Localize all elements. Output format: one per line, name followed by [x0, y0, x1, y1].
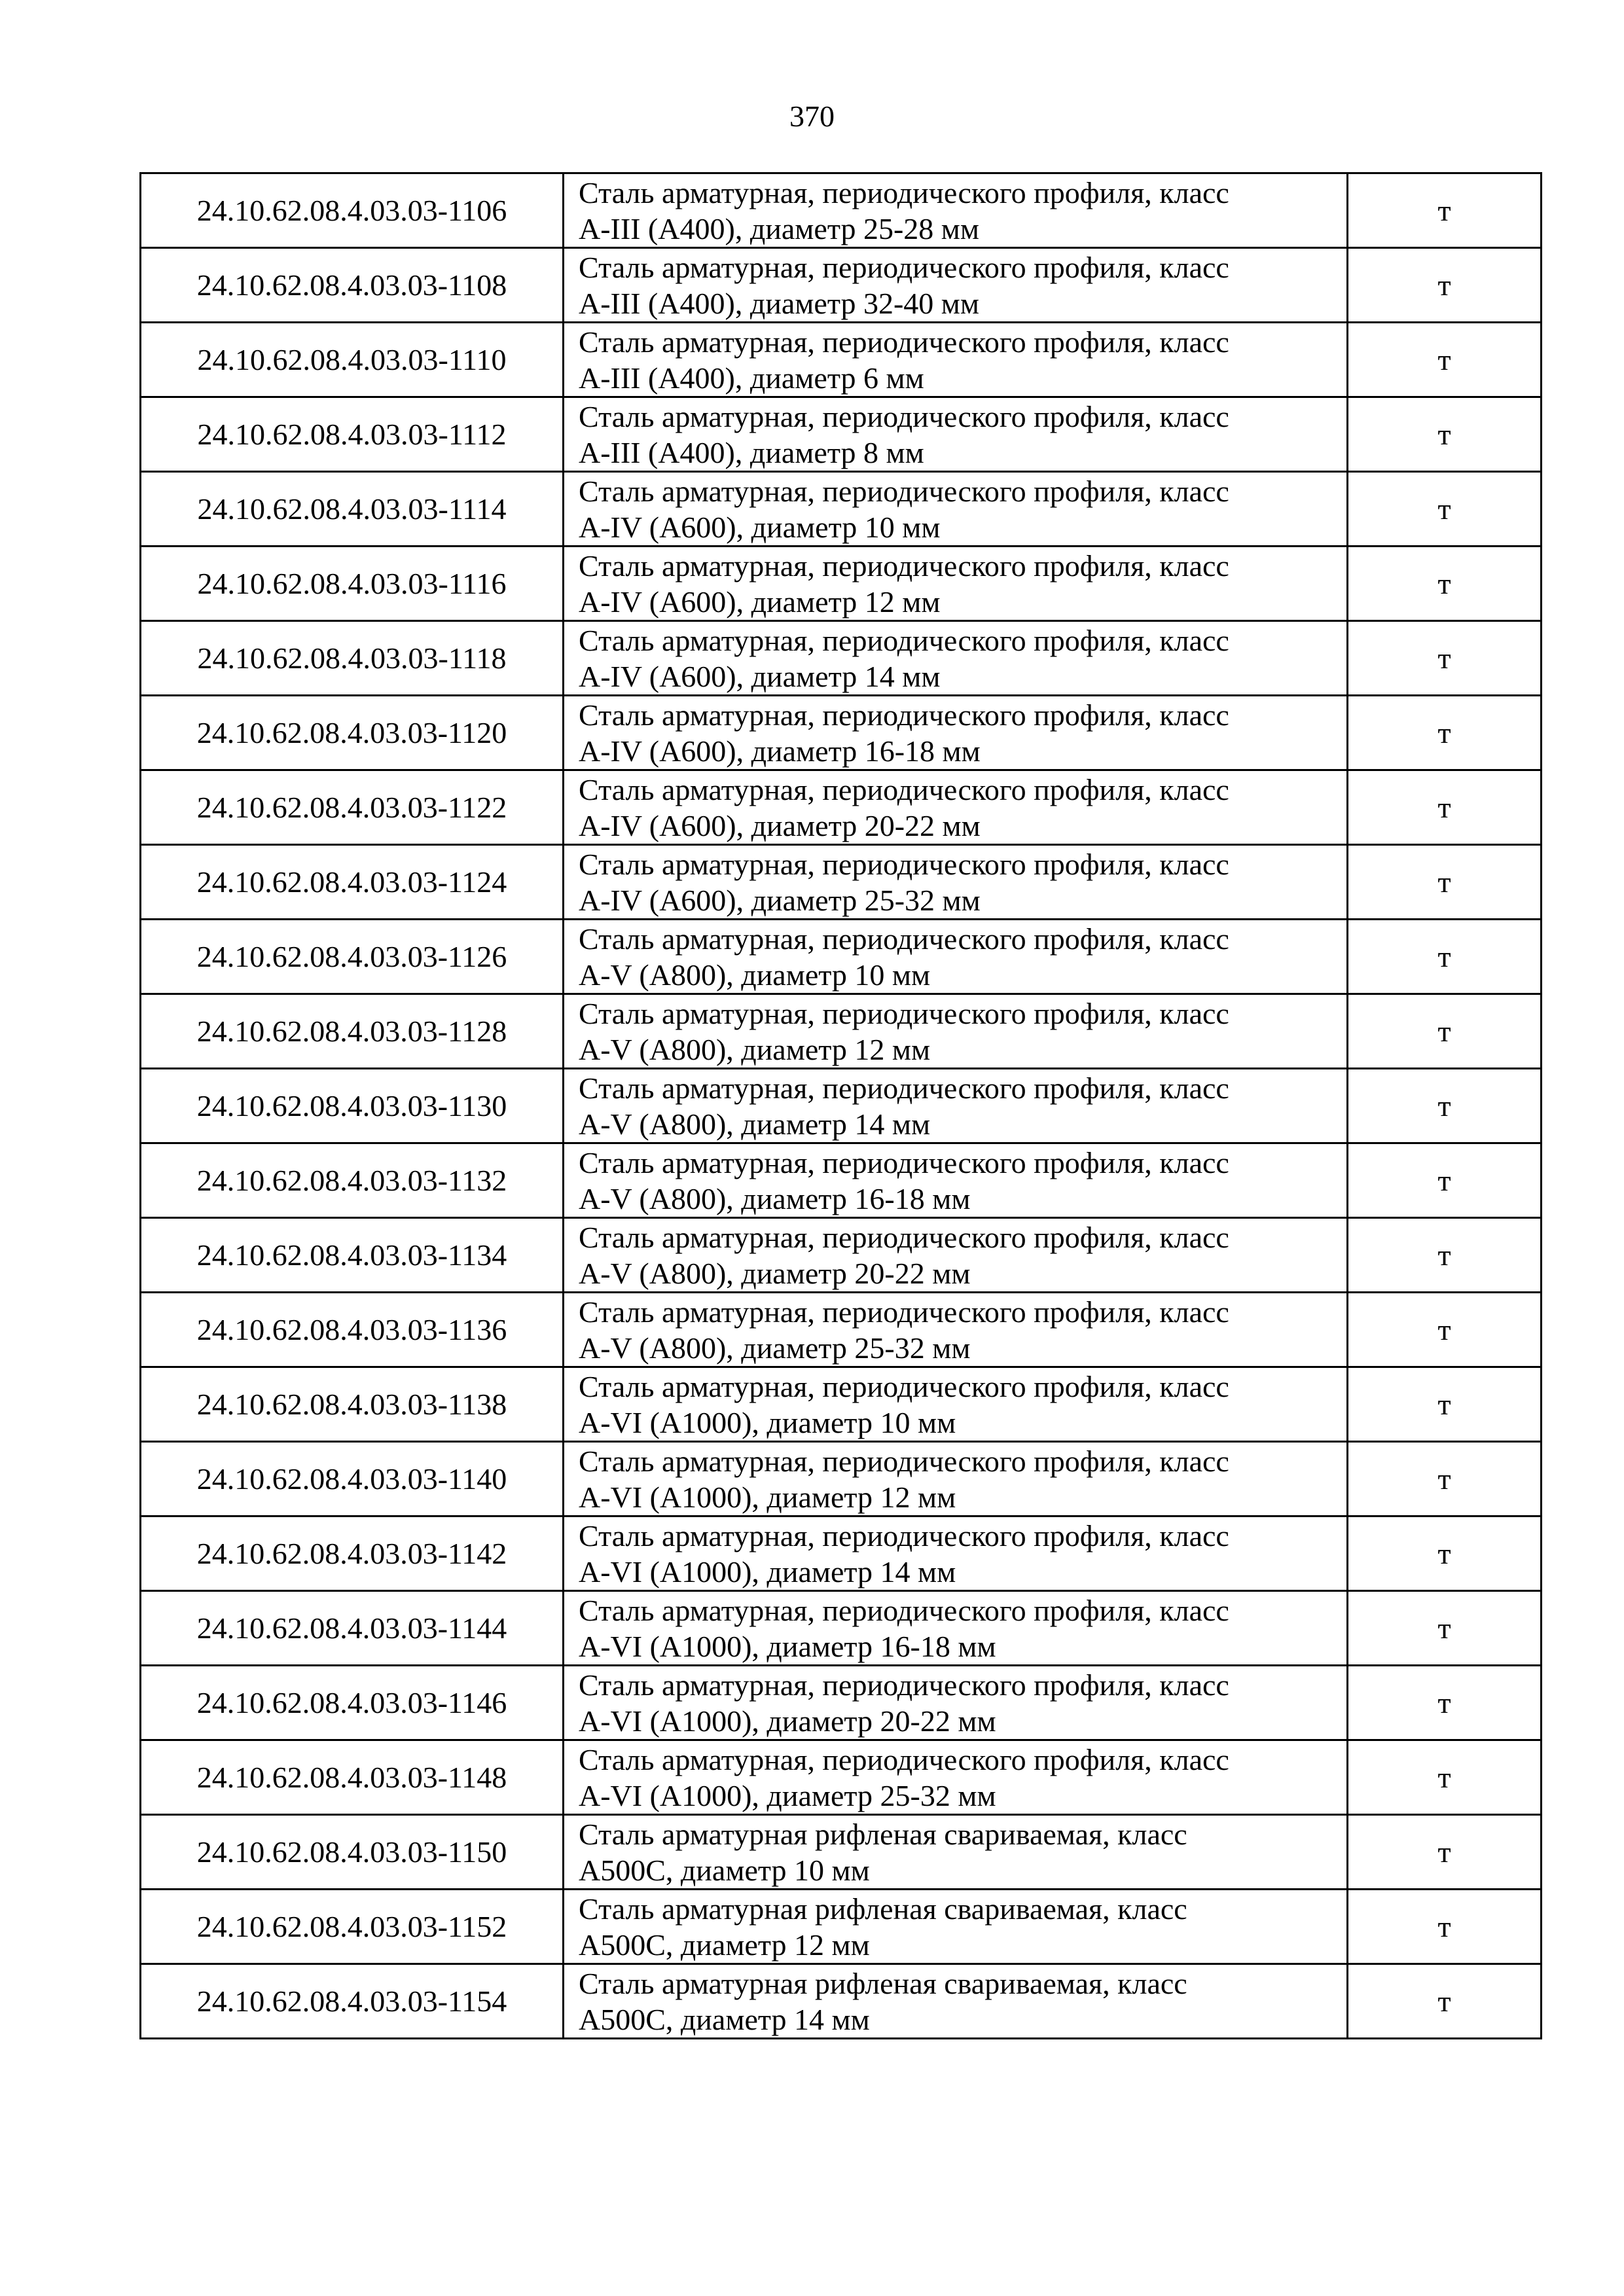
resource-name-line2: А-V (А800), диаметр 25-32 мм [579, 1331, 971, 1365]
resource-name-line2: А-V (А800), диаметр 20-22 мм [579, 1256, 971, 1290]
unit-of-measure: т [1348, 547, 1542, 621]
resource-name-line1: Сталь арматурная, периодического профиля, класс [579, 399, 1229, 433]
resource-code: 24.10.62.08.4.03.03-1130 [141, 1069, 564, 1143]
resource-name-line1: Сталь арматурная, периодического профиля, класс [579, 1220, 1229, 1254]
table-row [141, 323, 1542, 397]
resource-code: 24.10.62.08.4.03.03-1142 [141, 1516, 564, 1591]
resource-name-line1: Сталь арматурная, периодического профиля, класс [579, 698, 1229, 732]
resource-name-line1: Сталь арматурная рифленая свариваемая, класс [579, 1966, 1187, 2000]
resource-name [564, 1293, 1348, 1367]
resource-name [564, 1218, 1348, 1293]
unit-of-measure: т [1348, 845, 1542, 920]
resource-name [564, 173, 1348, 248]
resource-name-line2: А-VI (А1000), диаметр 10 мм [579, 1405, 956, 1439]
resource-code: 24.10.62.08.4.03.03-1108 [141, 248, 564, 323]
resource-name-line2: А-IV (А600), диаметр 25-32 мм [579, 883, 981, 917]
resource-name-line1: Сталь арматурная, периодического профиля, класс [579, 1742, 1229, 1776]
resource-name-line1: Сталь арматурная, периодического профиля, класс [579, 474, 1229, 508]
resource-code: 24.10.62.08.4.03.03-1124 [141, 845, 564, 920]
table-row [141, 1890, 1542, 1964]
resource-code: 24.10.62.08.4.03.03-1110 [141, 323, 564, 397]
resource-code: 24.10.62.08.4.03.03-1114 [141, 472, 564, 547]
unit-of-measure: т [1348, 397, 1542, 472]
table-row [141, 1740, 1542, 1815]
resource-name [564, 696, 1348, 770]
resource-code: 24.10.62.08.4.03.03-1132 [141, 1143, 564, 1218]
resource-code: 24.10.62.08.4.03.03-1154 [141, 1964, 564, 2039]
resource-name [564, 472, 1348, 547]
resource-code: 24.10.62.08.4.03.03-1106 [141, 173, 564, 248]
table-row [141, 1516, 1542, 1591]
resource-name [564, 994, 1348, 1069]
table-row [141, 1964, 1542, 2039]
resource-name [564, 1964, 1348, 2039]
resource-code: 24.10.62.08.4.03.03-1122 [141, 770, 564, 845]
table-row [141, 1069, 1542, 1143]
resource-name [564, 1367, 1348, 1442]
unit-of-measure: т [1348, 1367, 1542, 1442]
resource-name [564, 1740, 1348, 1815]
unit-of-measure: т [1348, 1591, 1542, 1666]
unit-of-measure: т [1348, 248, 1542, 323]
unit-of-measure: т [1348, 1218, 1542, 1293]
resource-name-line2: А-III (А400), диаметр 6 мм [579, 361, 924, 395]
resource-code: 24.10.62.08.4.03.03-1126 [141, 920, 564, 994]
unit-of-measure: т [1348, 1442, 1542, 1516]
table-row [141, 472, 1542, 547]
resource-code: 24.10.62.08.4.03.03-1148 [141, 1740, 564, 1815]
resource-name [564, 1069, 1348, 1143]
resource-name-line2: А-VI (А1000), диаметр 25-32 мм [579, 1778, 996, 1812]
resource-name-line1: Сталь арматурная, периодического профиля, класс [579, 1593, 1229, 1627]
resource-name-line2: А-IV (А600), диаметр 14 мм [579, 659, 941, 693]
resource-name-line1: Сталь арматурная, периодического профиля, класс [579, 922, 1229, 956]
resource-name-line2: А-IV (А600), диаметр 16-18 мм [579, 734, 981, 768]
resource-name-line2: А-V (А800), диаметр 12 мм [579, 1032, 931, 1066]
resource-name [564, 397, 1348, 472]
resource-name [564, 845, 1348, 920]
resource-name-line2: А-V (А800), диаметр 16-18 мм [579, 1181, 971, 1215]
resource-name [564, 1815, 1348, 1890]
unit-of-measure: т [1348, 770, 1542, 845]
table-row [141, 248, 1542, 323]
resource-code: 24.10.62.08.4.03.03-1120 [141, 696, 564, 770]
unit-of-measure: т [1348, 1815, 1542, 1890]
resource-name-line2: А-VI (А1000), диаметр 12 мм [579, 1480, 956, 1514]
resource-name-line2: А-III (А400), диаметр 8 мм [579, 435, 924, 469]
unit-of-measure: т [1348, 1740, 1542, 1815]
page-number: 370 [789, 99, 835, 133]
table-row [141, 770, 1542, 845]
resource-code: 24.10.62.08.4.03.03-1116 [141, 547, 564, 621]
unit-of-measure: т [1348, 1069, 1542, 1143]
table-row [141, 1666, 1542, 1740]
unit-of-measure: т [1348, 173, 1542, 248]
resource-name [564, 1442, 1348, 1516]
table-row [141, 920, 1542, 994]
resource-code: 24.10.62.08.4.03.03-1150 [141, 1815, 564, 1890]
resource-name-line2: А-III (А400), диаметр 32-40 мм [579, 286, 980, 320]
resource-name-line2: А-VI (А1000), диаметр 16-18 мм [579, 1629, 996, 1663]
resource-code: 24.10.62.08.4.03.03-1118 [141, 621, 564, 696]
resource-name-line1: Сталь арматурная, периодического профиля, класс [579, 623, 1229, 657]
resource-code: 24.10.62.08.4.03.03-1128 [141, 994, 564, 1069]
table-row [141, 1815, 1542, 1890]
table-row [141, 1367, 1542, 1442]
unit-of-measure: т [1348, 696, 1542, 770]
table-row [141, 547, 1542, 621]
unit-of-measure: т [1348, 621, 1542, 696]
resource-name-line1: Сталь арматурная, периодического профиля, класс [579, 1071, 1229, 1105]
unit-of-measure: т [1348, 1143, 1542, 1218]
resource-name-line1: Сталь арматурная, периодического профиля, класс [579, 1518, 1229, 1552]
resource-name [564, 621, 1348, 696]
table-row [141, 845, 1542, 920]
resource-name-line1: Сталь арматурная, периодического профиля, класс [579, 175, 1229, 209]
resource-name [564, 1890, 1348, 1964]
table-row [141, 1591, 1542, 1666]
resource-name-line2: А-V (А800), диаметр 14 мм [579, 1107, 931, 1141]
resource-name-line1: Сталь арматурная, периодического профиля, класс [579, 1369, 1229, 1403]
resource-name [564, 248, 1348, 323]
table-row [141, 1218, 1542, 1293]
resource-code: 24.10.62.08.4.03.03-1146 [141, 1666, 564, 1740]
table-row [141, 1143, 1542, 1218]
resource-name-line1: Сталь арматурная, периодического профиля, класс [579, 250, 1229, 284]
resource-code: 24.10.62.08.4.03.03-1144 [141, 1591, 564, 1666]
unit-of-measure: т [1348, 323, 1542, 397]
resource-name-line2: А-III (А400), диаметр 25-28 мм [579, 211, 980, 245]
resource-name-line1: Сталь арматурная, периодического профиля, класс [579, 325, 1229, 359]
unit-of-measure: т [1348, 1293, 1542, 1367]
unit-of-measure: т [1348, 1666, 1542, 1740]
resource-name-line2: А-VI (А1000), диаметр 14 мм [579, 1554, 956, 1588]
resource-name [564, 1666, 1348, 1740]
unit-of-measure: т [1348, 1964, 1542, 2039]
resource-code: 24.10.62.08.4.03.03-1140 [141, 1442, 564, 1516]
resource-name-line1: Сталь арматурная, периодического профиля, класс [579, 548, 1229, 583]
resource-name-line1: Сталь арматурная, периодического профиля, класс [579, 847, 1229, 881]
resource-name-line2: А500С, диаметр 10 мм [579, 1853, 870, 1887]
resource-name [564, 920, 1348, 994]
materials-table [139, 172, 1542, 2039]
unit-of-measure: т [1348, 472, 1542, 547]
table-row [141, 397, 1542, 472]
resource-code: 24.10.62.08.4.03.03-1112 [141, 397, 564, 472]
resource-code: 24.10.62.08.4.03.03-1134 [141, 1218, 564, 1293]
table-row [141, 173, 1542, 248]
unit-of-measure: т [1348, 1516, 1542, 1591]
unit-of-measure: т [1348, 994, 1542, 1069]
table-row [141, 621, 1542, 696]
resource-name-line1: Сталь арматурная, периодического профиля, класс [579, 1444, 1229, 1478]
table-body [141, 173, 1542, 2039]
resource-name-line1: Сталь арматурная рифленая свариваемая, класс [579, 1817, 1187, 1851]
resource-name-line2: А-IV (А600), диаметр 12 мм [579, 584, 941, 619]
resource-code: 24.10.62.08.4.03.03-1138 [141, 1367, 564, 1442]
table-row [141, 1442, 1542, 1516]
resource-name-line2: А500С, диаметр 12 мм [579, 1928, 870, 1962]
resource-code: 24.10.62.08.4.03.03-1152 [141, 1890, 564, 1964]
resource-name-line1: Сталь арматурная, периодического профиля, класс [579, 772, 1229, 806]
resource-name-line1: Сталь арматурная, периодического профиля, класс [579, 1295, 1229, 1329]
resource-code: 24.10.62.08.4.03.03-1136 [141, 1293, 564, 1367]
table-row [141, 696, 1542, 770]
unit-of-measure: т [1348, 920, 1542, 994]
resource-name [564, 547, 1348, 621]
table-row [141, 994, 1542, 1069]
resource-name [564, 1516, 1348, 1591]
resource-name-line2: А-VI (А1000), диаметр 20-22 мм [579, 1704, 996, 1738]
resource-name [564, 1591, 1348, 1666]
resource-name-line2: А-V (А800), диаметр 10 мм [579, 958, 931, 992]
resource-name [564, 323, 1348, 397]
unit-of-measure: т [1348, 1890, 1542, 1964]
resource-name-line1: Сталь арматурная, периодического профиля, класс [579, 1145, 1229, 1179]
resource-name-line2: А-IV (А600), диаметр 10 мм [579, 510, 941, 544]
resource-name-line1: Сталь арматурная, периодического профиля, класс [579, 1668, 1229, 1702]
resource-name-line1: Сталь арматурная, периодического профиля, класс [579, 996, 1229, 1030]
resource-name-line2: А500С, диаметр 14 мм [579, 2002, 870, 2036]
resource-name-line1: Сталь арматурная рифленая свариваемая, класс [579, 1892, 1187, 1926]
resource-name-line2: А-IV (А600), диаметр 20-22 мм [579, 808, 981, 842]
resource-name [564, 770, 1348, 845]
resource-name [564, 1143, 1348, 1218]
table-row [141, 1293, 1542, 1367]
